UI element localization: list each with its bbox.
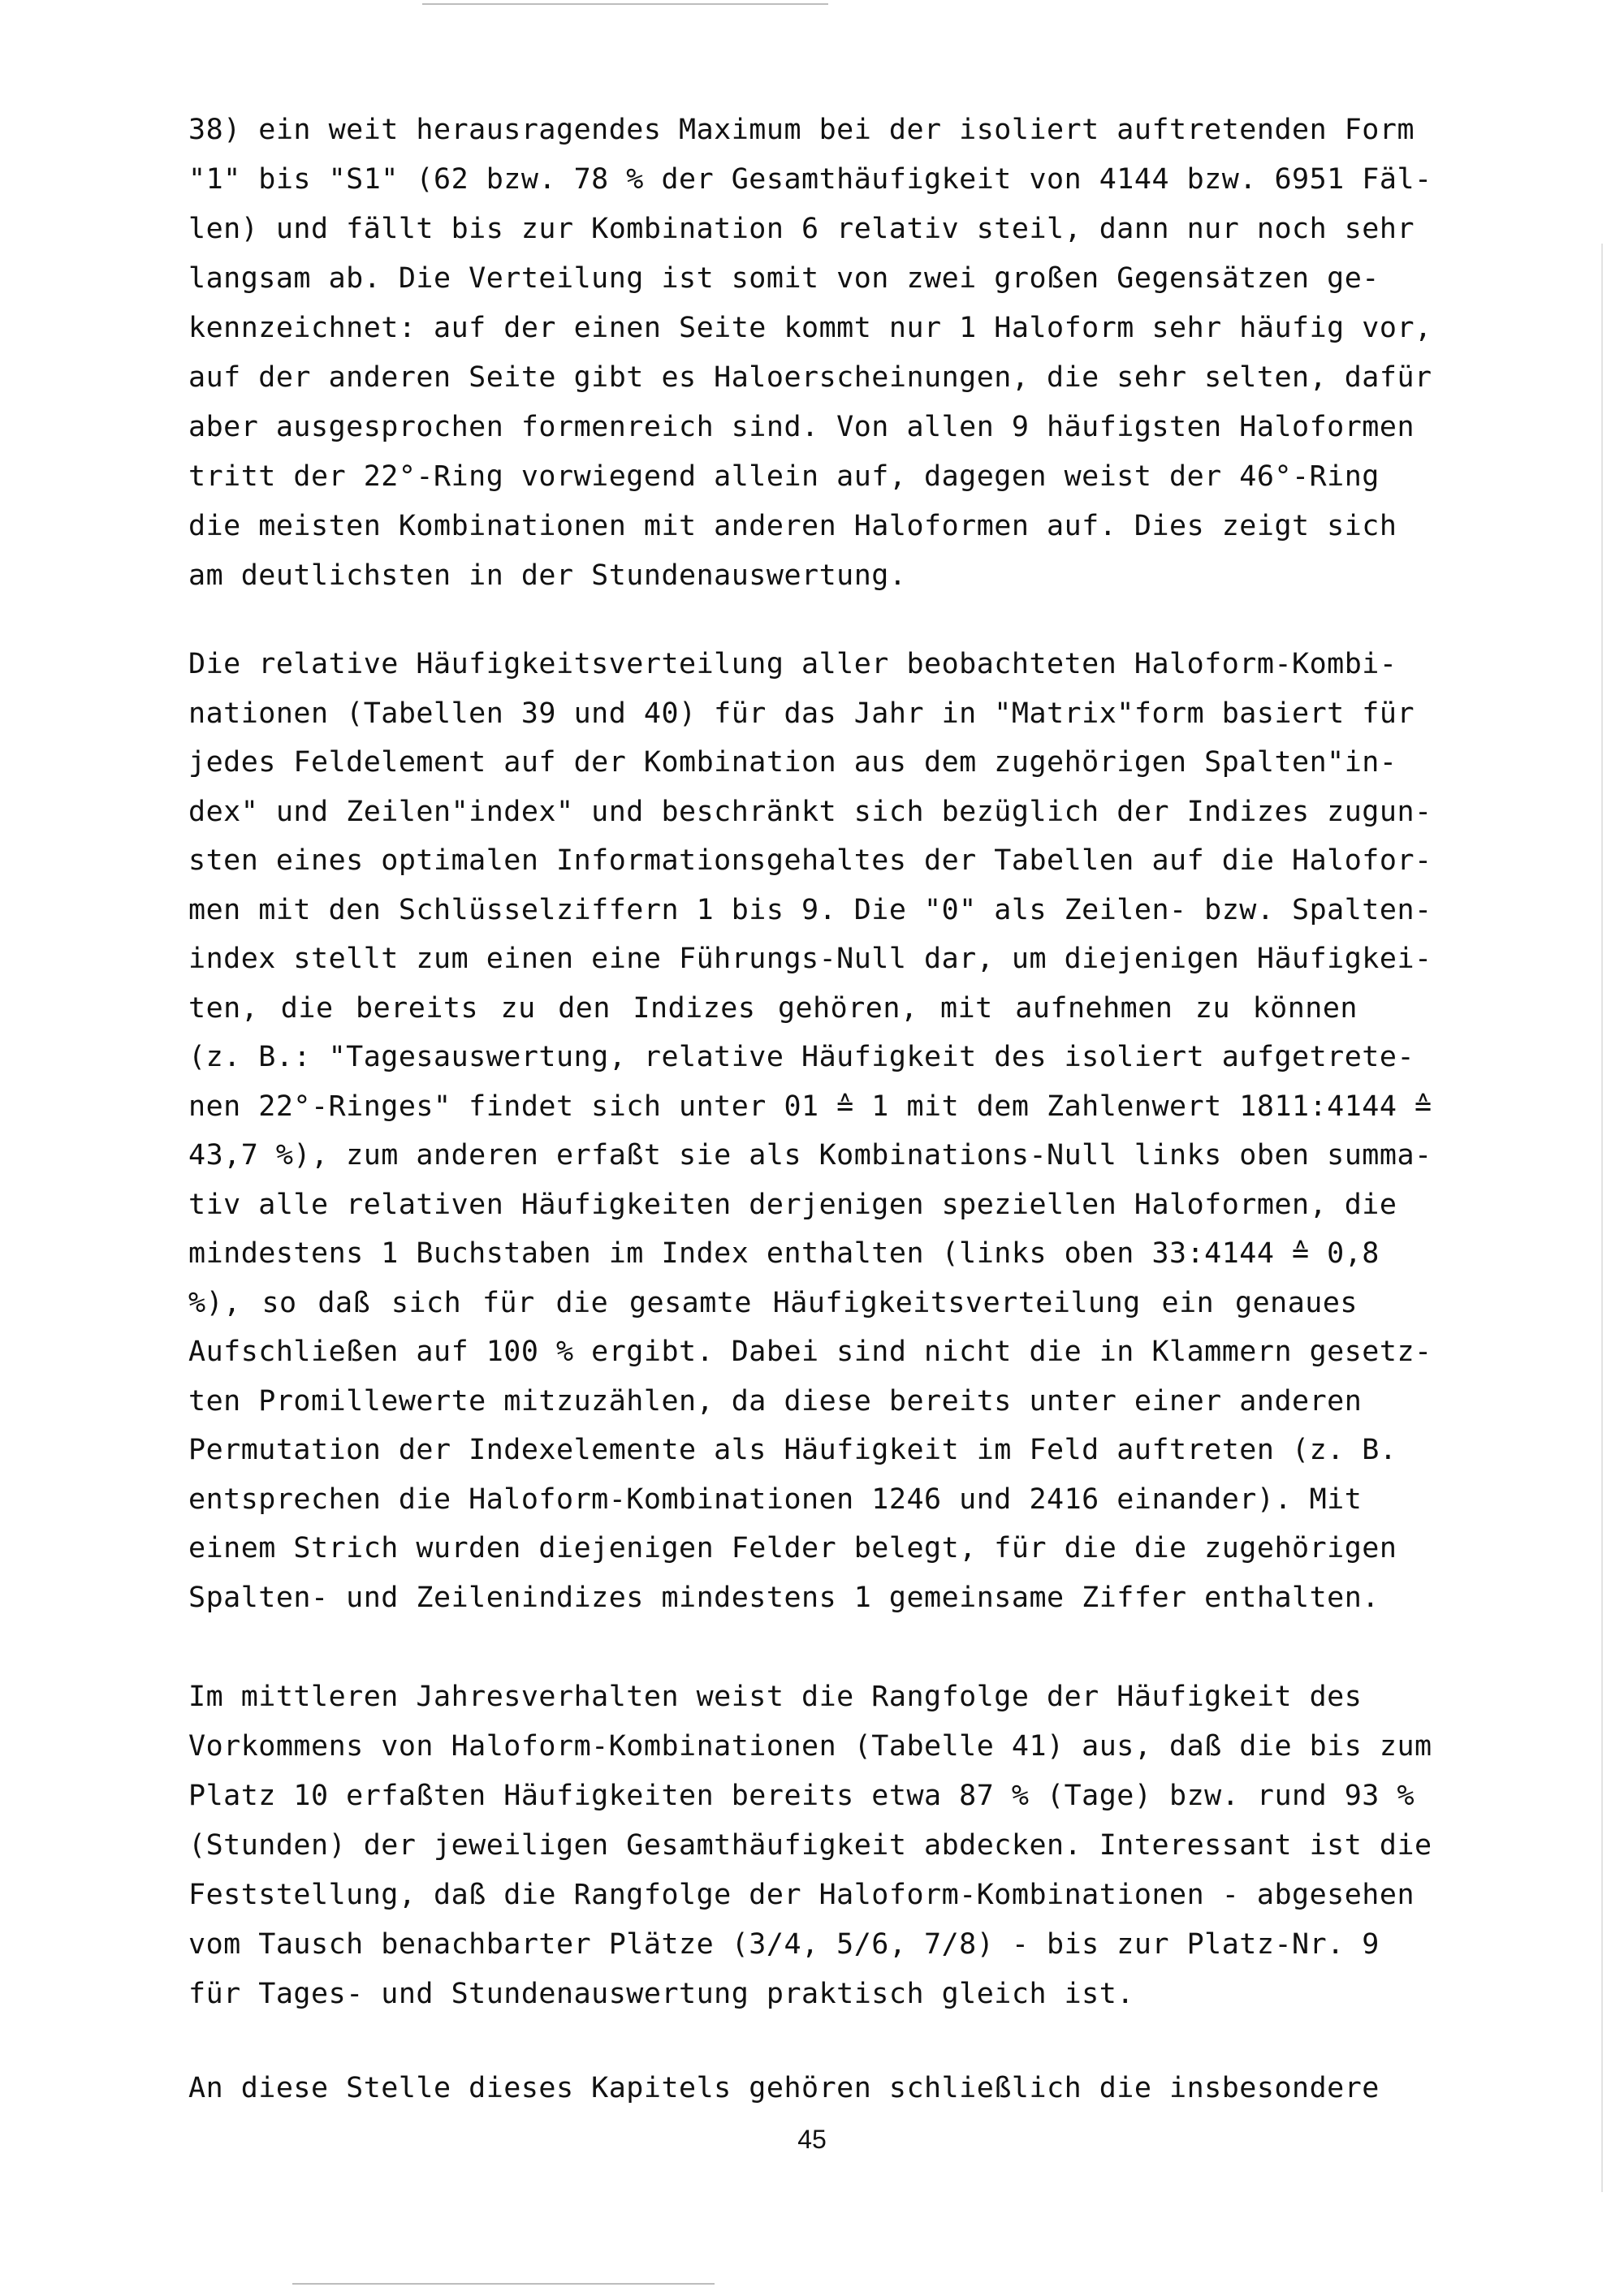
- paragraph-line: auf der anderen Seite gibt es Haloerscheinungen, die sehr selten, dafür: [188, 361, 1432, 394]
- paragraph-line: nationen (Tabellen 39 und 40) für das Jahr in "Matrix"form basiert für: [188, 697, 1415, 730]
- paragraph-line: An diese Stelle dieses Kapitels gehören schließlich die insbesondere: [188, 2072, 1380, 2104]
- page-number: 45: [797, 2125, 827, 2154]
- paragraph-line: nen 22°-Ringes" findet sich unter 01 ≙ 1 mit dem Zahlenwert 1811:4144 ≙: [188, 1090, 1432, 1123]
- paragraph-line: dex" und Zeilen"index" und beschränkt sich bezüglich der Indizes zugun-: [188, 795, 1432, 828]
- paragraph-line: für Tages- und Stundenauswertung praktisch gleich ist.: [188, 1978, 1134, 2010]
- scan-artifact-top: [422, 3, 828, 5]
- paragraph-line: 38) ein weit herausragendes Maximum bei der isoliert auftretenden Form: [188, 114, 1415, 146]
- paragraph-line: entsprechen die Haloform-Kombinationen 1246 und 2416 einander). Mit: [188, 1482, 1363, 1516]
- paragraph-line: vom Tausch benachbarter Plätze (3/4, 5/6, 7/8) - bis zur Platz-Nr. 9: [188, 1928, 1380, 1961]
- paragraph-line: jedes Feldelement auf der Kombination aus dem zugehörigen Spalten"in-: [188, 746, 1397, 779]
- paragraph-line: mindestens 1 Buchstaben im Index enthalten (links oben 33:4144 ≙ 0,8: [188, 1237, 1380, 1270]
- paragraph-line: ten, die bereits zu den Indizes gehören, mit aufnehmen zu können: [188, 991, 1358, 1025]
- paragraph-line: Permutation der Indexelemente als Häufigkeit im Feld auftreten (z. B.: [188, 1434, 1397, 1466]
- paragraph-line: am deutlichsten in der Stundenauswertung.: [188, 559, 907, 592]
- paragraph-line: langsam ab. Die Verteilung ist somit von zwei großen Gegensätzen ge-: [188, 262, 1380, 295]
- paragraph-line: sten eines optimalen Informationsgehaltes der Tabellen auf die Halofor-: [188, 844, 1432, 877]
- paragraph-line: men mit den Schlüsselziffern 1 bis 9. Die "0" als Zeilen- bzw. Spalten-: [188, 893, 1432, 926]
- paragraph-line: aber ausgesprochen formenreich sind. Von allen 9 häufigsten Haloformen: [188, 411, 1415, 443]
- paragraph-line: Vorkommens von Haloform-Kombinationen (Tabelle 41) aus, daß die bis zum: [188, 1730, 1432, 1763]
- paragraph-line: Feststellung, daß die Rangfolge der Haloform-Kombinationen - abgesehen: [188, 1879, 1415, 1911]
- scan-artifact-right-edge: [1601, 244, 1603, 2192]
- paragraph-line: Spalten- und Zeilenindizes mindestens 1 gemeinsame Ziffer enthalten.: [188, 1581, 1380, 1614]
- paragraph-line: (Stunden) der jeweiligen Gesamthäufigkeit abdecken. Interessant ist die: [188, 1829, 1432, 1862]
- paragraph-line: Aufschließen auf 100 % ergibt. Dabei sind nicht die in Klammern gesetz-: [188, 1336, 1432, 1368]
- paragraph-line: %), so daß sich für die gesamte Häufigkeitsverteilung ein genaues: [188, 1286, 1358, 1319]
- paragraph-line: len) und fällt bis zur Kombination 6 relativ steil, dann nur noch sehr: [188, 213, 1415, 245]
- paragraph-line: Im mittleren Jahresverhalten weist die Rangfolge der Häufigkeit des: [188, 1681, 1363, 1713]
- paragraph-line: index stellt zum einen eine Führungs-Null dar, um diejenigen Häufigkei-: [188, 943, 1432, 975]
- paragraph-line: ten Promillewerte mitzuzählen, da diese bereits unter einer anderen: [188, 1384, 1363, 1418]
- paragraph-line: kennzeichnet: auf der einen Seite kommt nur 1 Haloform sehr häufig vor,: [188, 312, 1432, 344]
- paragraph-line: die meisten Kombinationen mit anderen Haloformen auf. Dies zeigt sich: [188, 510, 1397, 542]
- paragraph-line: (z. B.: "Tagesauswertung, relative Häufigkeit des isoliert aufgetrete-: [188, 1041, 1415, 1073]
- paragraph-line: "1" bis "S1" (62 bzw. 78 % der Gesamthäufigkeit von 4144 bzw. 6951 Fäl-: [188, 163, 1432, 196]
- paragraph-line: tritt der 22°-Ring vorwiegend allein auf, dagegen weist der 46°-Ring: [188, 460, 1380, 493]
- paragraph-line: tiv alle relativen Häufigkeiten derjenigen speziellen Haloformen, die: [188, 1188, 1397, 1221]
- paragraph-line: einem Strich wurden diejenigen Felder belegt, für die die zugehörigen: [188, 1532, 1397, 1564]
- paragraph-line: Platz 10 erfaßten Häufigkeiten bereits etwa 87 % (Tage) bzw. rund 93 %: [188, 1780, 1415, 1812]
- paragraph-line: 43,7 %), zum anderen erfaßt sie als Kombinations-Null links oben summa-: [188, 1139, 1432, 1172]
- paragraph-line: Die relative Häufigkeitsverteilung aller beobachteten Haloform-Kombi-: [188, 648, 1397, 680]
- scan-artifact-bottom: [292, 2283, 715, 2285]
